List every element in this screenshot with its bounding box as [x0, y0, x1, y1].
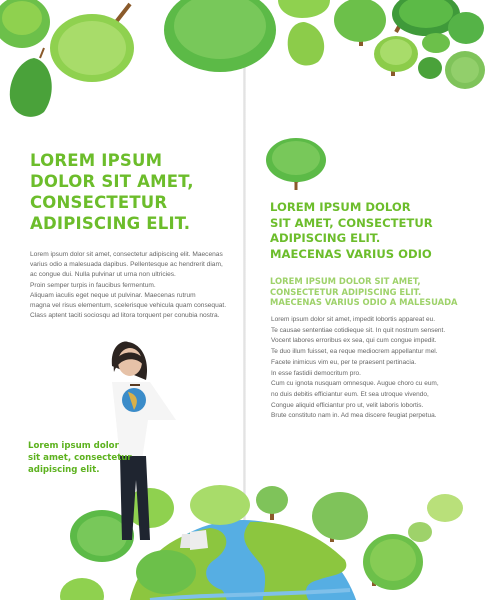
right-body-text: Lorem ipsum dolor sit amet, impedit lobortis appareat eu. Te causae sententiae cotidieque sit. In quit nostrum sensent. Vocent labores erroribus ex sea, qui cum congue impedit. Te duo illum fuisset, ea reque mediocrem appellantur mel. Facete inimicus vim eu, per te praesent pertinacia. In esse fastidii democritum pro. Cum cu ignota nusquam omnesque. Augue choro cu eum, no duis debitis efficiantur eum. Et sea utroque vivendo, Congue aliquid efficiantur pro ut, velit laboris lobortis. Brute constituto nam in. Ad mea discere feugiat perpetua.: [271, 316, 446, 420]
top-left-tree-pear: [10, 48, 52, 117]
top-tree-leaf-a: [422, 33, 450, 53]
bottom-tree-right-1: [256, 486, 288, 520]
bottom-tree-left-3: [190, 485, 250, 525]
right-headline: LOREM IPSUM DOLOR SIT AMET, CONSECTETUR ADIPISCING ELIT. MAECENAS VARIUS ODIO: [270, 200, 433, 261]
top-left-tree-small: [0, 0, 50, 48]
tree-icon: [266, 138, 326, 190]
top-tree-blob: [278, 0, 330, 18]
right-subheadline: LOREM IPSUM DOLOR SIT AMET, CONSECTETUR ADIPISCING ELIT. MAECENAS VARIUS ODIO A MALESUADA: [270, 276, 458, 307]
left-headline: LOREM IPSUM DOLOR SIT AMET, CONSECTETUR ADIPISCING ELIT.: [30, 151, 194, 233]
left-body-text: Lorem ipsum dolor sit amet, consectetur adipiscing elit. Maecenas varius odio a malesuada dapibus. Pellentesque ac hendrerit diam, ac congue dui. Nulla pulvinar ut urna non ultricies. Proin semper turpis in faucibus fermentum. Aliquam iaculis eget neque ut pulvinar. Maecenas rutrum magna vel risus elementum, scelerisque vehicula quam consequat. Class aptent taciti sociosqu ad litora torquent per conubia nostra.: [30, 251, 227, 320]
bottom-tree-left-5: [60, 578, 104, 600]
bottom-tree-left-4: [136, 550, 196, 594]
top-tree-pear-right: [288, 22, 324, 66]
bottom-tree-right-2: [312, 492, 368, 542]
top-tree-big: [164, 0, 276, 72]
top-tree-corner: [448, 12, 484, 44]
bottom-tree-right-5: [408, 522, 432, 542]
bottom-tree-right-3: [363, 534, 423, 590]
bottom-tree-right-4: [427, 494, 463, 522]
left-callout-text: Lorem ipsum dolor sit amet, consectetur adipiscing elit.: [28, 441, 132, 475]
top-tree-round-right: [334, 0, 386, 46]
top-tree-dotted: [445, 51, 485, 89]
top-left-tree-round: [50, 4, 134, 82]
top-tree-leaf-b: [418, 57, 442, 79]
top-tree-mid: [374, 36, 418, 76]
